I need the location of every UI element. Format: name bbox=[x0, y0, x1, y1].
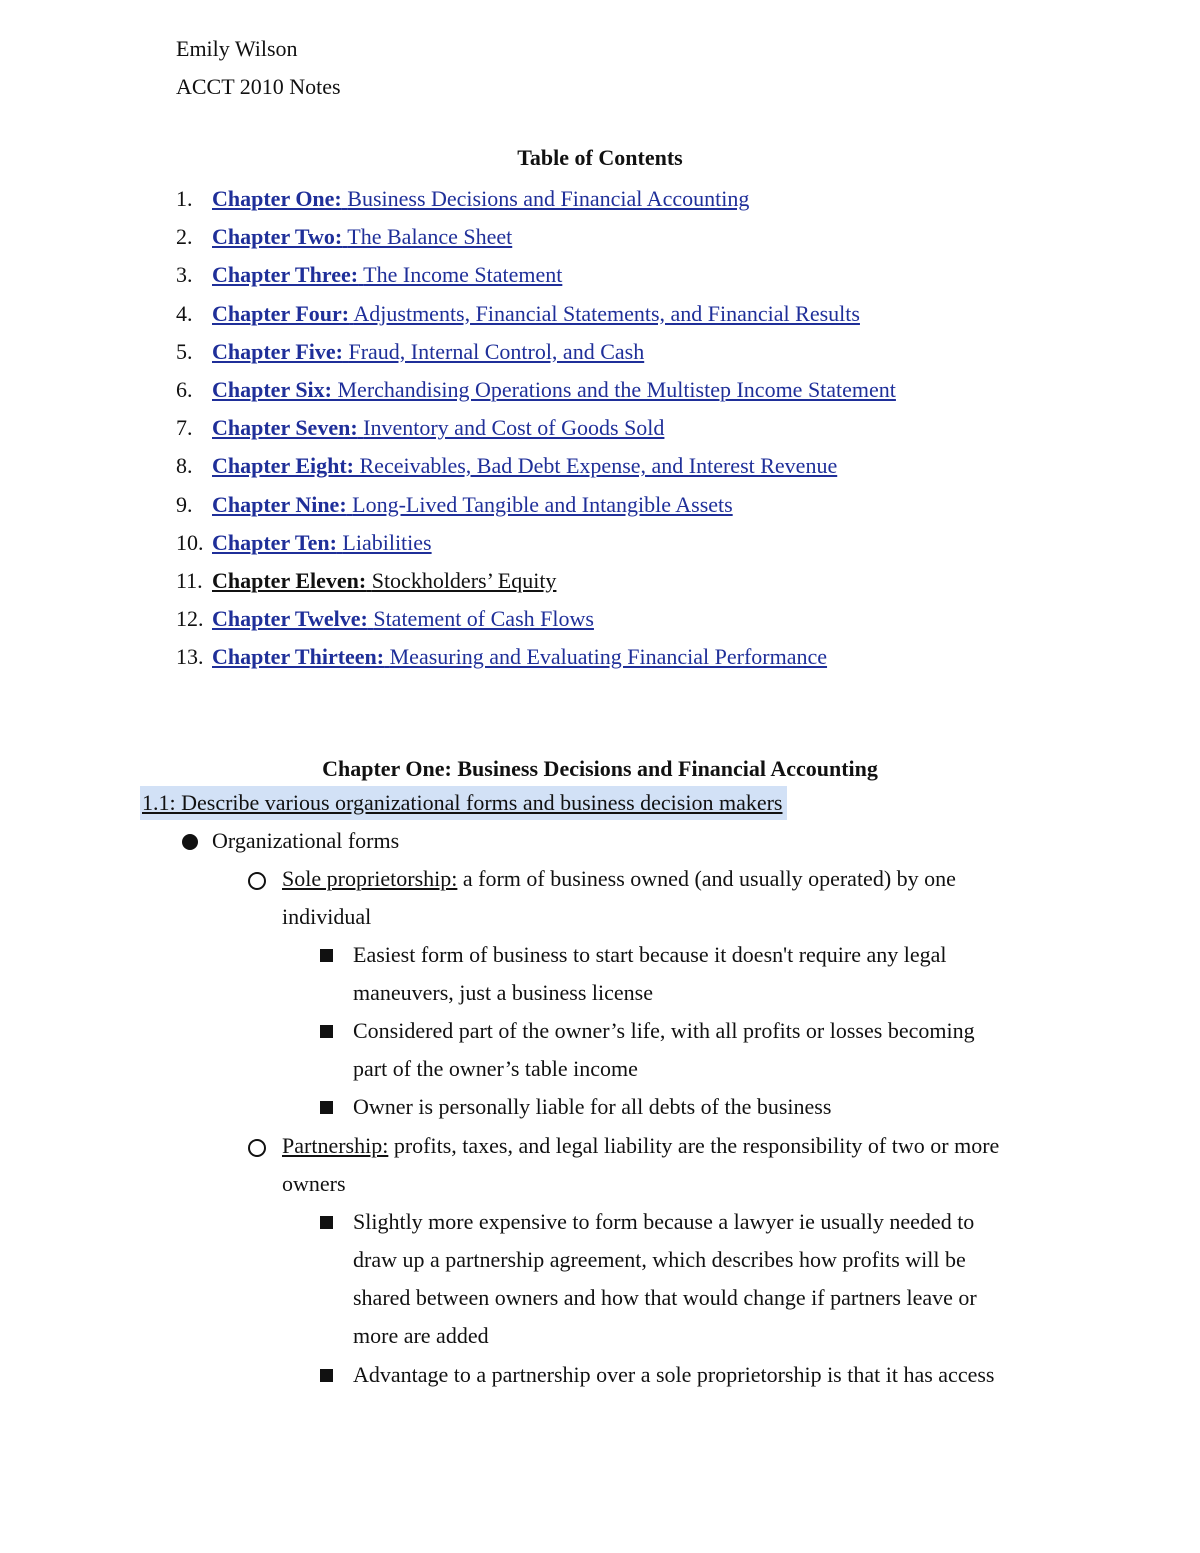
toc-number: 4. bbox=[176, 300, 193, 326]
toc-link-label: Chapter Eleven: bbox=[212, 567, 367, 593]
bullet-square-icon bbox=[320, 1216, 333, 1229]
toc-link-chapter-nine[interactable] bbox=[212, 492, 733, 517]
toc-link-title: The Income Statement bbox=[363, 262, 563, 288]
toc-number: 13. bbox=[176, 644, 204, 670]
toc-link-chapter-ten[interactable] bbox=[212, 530, 432, 555]
toc-link-label: Chapter Three: bbox=[212, 262, 359, 288]
list-item: Considered part of the owner’s life, with all profits or losses becoming bbox=[353, 1018, 975, 1043]
toc-link-chapter-eight[interactable] bbox=[212, 453, 837, 478]
toc-item bbox=[176, 218, 896, 256]
document-header bbox=[176, 30, 341, 106]
toc-link-title: Liabilities bbox=[342, 529, 432, 555]
term-definition-continued: individual bbox=[282, 904, 372, 929]
author-name: Emily Wilson bbox=[176, 36, 298, 61]
list-item-continued: maneuvers, just a business license bbox=[353, 980, 653, 1005]
toc-number: 6. bbox=[176, 376, 193, 402]
bullet-square-icon bbox=[320, 1369, 333, 1382]
toc-item bbox=[176, 524, 896, 562]
toc-link-label: Chapter Two: bbox=[212, 224, 343, 250]
toc-item bbox=[176, 333, 896, 371]
toc-link-chapter-one[interactable] bbox=[212, 186, 749, 211]
toc-link-label: Chapter Nine: bbox=[212, 491, 347, 517]
toc-number: 7. bbox=[176, 415, 193, 441]
toc-link-title: Merchandising Operations and the Multistep Income Statement bbox=[337, 376, 896, 402]
list-item-continued: shared between owners and how that would change if partners leave or bbox=[353, 1285, 977, 1310]
toc-item bbox=[176, 409, 896, 447]
toc-link-title: Statement of Cash Flows bbox=[373, 606, 594, 632]
bullet-circle-icon bbox=[248, 872, 266, 890]
toc-link-label: Chapter Ten: bbox=[212, 529, 337, 555]
learning-objective-highlight: 1.1: Describe various organizational forms and business decision makers bbox=[140, 786, 787, 820]
toc-number: 5. bbox=[176, 338, 193, 364]
chapter-heading: Chapter One: Business Decisions and Financial Accounting bbox=[322, 756, 878, 781]
toc-link-label: Chapter Six: bbox=[212, 376, 332, 402]
toc-link-label: Chapter Seven: bbox=[212, 415, 358, 441]
toc-link-title: Long-Lived Tangible and Intangible Assets bbox=[352, 491, 733, 517]
toc-number: 9. bbox=[176, 491, 193, 517]
toc-number: 11. bbox=[176, 567, 203, 593]
term-definition: profits, taxes, and legal liability are the responsibility of two or more bbox=[388, 1133, 1000, 1158]
toc-link-chapter-seven[interactable] bbox=[212, 415, 664, 440]
toc-link-label: Chapter Five: bbox=[212, 338, 343, 364]
term-label: Sole proprietorship: bbox=[282, 866, 458, 891]
list-item: Organizational forms bbox=[212, 828, 400, 853]
toc-link-chapter-twelve[interactable] bbox=[212, 606, 594, 631]
term-label: Partnership: bbox=[282, 1133, 389, 1158]
list-item: Easiest form of business to start because it doesn't require any legal bbox=[353, 942, 947, 967]
bullet-circle-icon bbox=[248, 1139, 266, 1157]
toc-number: 8. bbox=[176, 453, 193, 479]
toc-link-label: Chapter Eight: bbox=[212, 453, 354, 479]
toc-title: Table of Contents bbox=[517, 145, 683, 170]
toc-link-title: Stockholders’ Equity bbox=[371, 567, 557, 593]
toc-link-label: Chapter Four: bbox=[212, 300, 350, 326]
bullet-square-icon bbox=[320, 1025, 333, 1038]
toc-number: 1. bbox=[176, 186, 193, 211]
table-of-contents bbox=[176, 180, 896, 676]
bullet-square-icon bbox=[320, 1101, 333, 1114]
toc-number: 12. bbox=[176, 606, 204, 632]
toc-link-title: Fraud, Internal Control, and Cash bbox=[348, 338, 645, 364]
term-definition: a form of business owned (and usually operated) by one bbox=[457, 866, 956, 891]
toc-link-chapter-six[interactable] bbox=[212, 377, 896, 402]
toc-link-title: The Balance Sheet bbox=[347, 224, 513, 250]
toc-item bbox=[176, 295, 896, 333]
toc-link-chapter-two[interactable] bbox=[212, 224, 512, 249]
toc-item bbox=[176, 256, 896, 294]
toc-link-title: Adjustments, Financial Statements, and Financial Results bbox=[353, 300, 860, 326]
bullet-square-icon bbox=[320, 949, 333, 962]
term-definition-continued: owners bbox=[282, 1171, 346, 1196]
toc-link-chapter-five[interactable] bbox=[212, 339, 644, 364]
list-item-partnership bbox=[282, 1127, 999, 1165]
toc-number: 2. bbox=[176, 224, 193, 250]
toc-link-chapter-thirteen[interactable] bbox=[212, 644, 827, 669]
course-title: ACCT 2010 Notes bbox=[176, 74, 341, 99]
toc-item bbox=[176, 638, 896, 676]
list-item-sole-proprietorship bbox=[282, 860, 956, 898]
list-item-continued: draw up a partnership agreement, which describes how profits will be bbox=[353, 1247, 966, 1272]
toc-item bbox=[176, 486, 896, 524]
list-item-continued: part of the owner’s table income bbox=[353, 1056, 638, 1081]
toc-item bbox=[176, 447, 896, 485]
toc-item bbox=[176, 562, 896, 600]
toc-link-label: Chapter Twelve: bbox=[212, 606, 368, 632]
list-item: Owner is personally liable for all debts of the business bbox=[353, 1094, 832, 1119]
toc-link-chapter-four[interactable] bbox=[212, 301, 860, 326]
toc-link-title: Receivables, Bad Debt Expense, and Interest Revenue bbox=[359, 453, 838, 479]
toc-number: 3. bbox=[176, 262, 193, 288]
toc-link-title: Business Decisions and Financial Accounting bbox=[347, 186, 750, 211]
list-item-continued: more are added bbox=[353, 1323, 489, 1348]
toc-link-title: Measuring and Evaluating Financial Performance bbox=[389, 644, 828, 670]
list-item: Slightly more expensive to form because a lawyer ie usually needed to bbox=[353, 1209, 975, 1234]
toc-link-title: Inventory and Cost of Goods Sold bbox=[363, 415, 665, 441]
toc-link-chapter-three[interactable] bbox=[212, 262, 562, 287]
bullet-disc-icon bbox=[182, 834, 198, 850]
toc-link-label: Chapter Thirteen: bbox=[212, 644, 385, 670]
toc-item bbox=[176, 371, 896, 409]
list-item: Advantage to a partnership over a sole proprietorship is that it has access bbox=[353, 1362, 995, 1387]
toc-item bbox=[176, 600, 896, 638]
toc-item bbox=[176, 180, 896, 218]
toc-link-label: Chapter One: bbox=[212, 186, 342, 211]
toc-number: 10. bbox=[176, 529, 204, 555]
toc-link-chapter-eleven[interactable] bbox=[212, 568, 556, 593]
